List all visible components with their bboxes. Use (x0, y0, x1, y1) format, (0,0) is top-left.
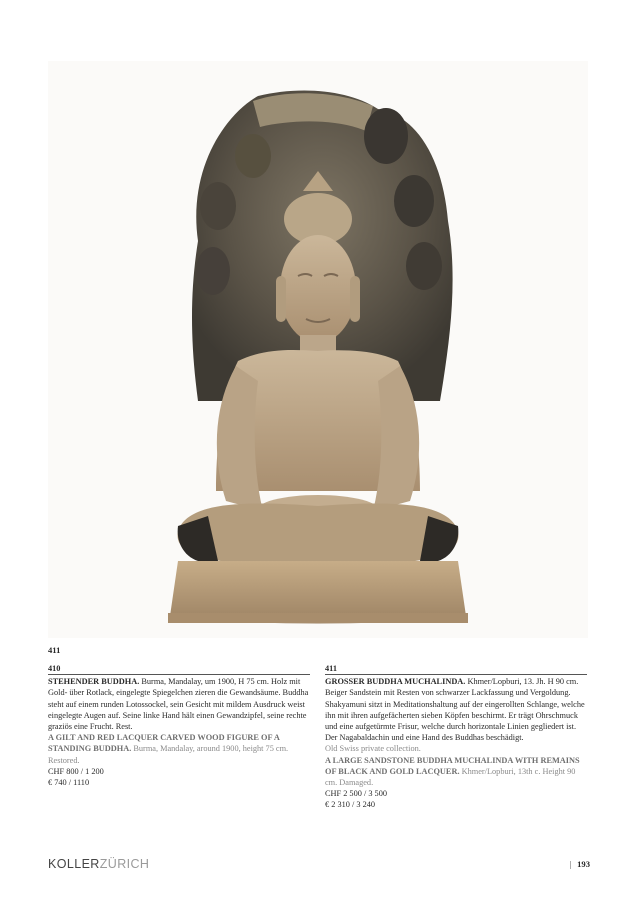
lot-text-en: Khmer/Lopburi, 13th c. Height 90 cm. Damaged. (325, 766, 576, 788)
lot-411 (325, 663, 587, 811)
lot-number: 411 (325, 663, 587, 675)
price-eur: € 740 / 1110 (48, 778, 90, 788)
lot-title-en: A LARGE SANDSTONE BUDDHA MUCHALINDA WITH REMAINS OF BLACK AND GOLD LACQUER. (325, 755, 580, 776)
lot-title-de: GROSSER BUDDHA MUCHALINDA. (325, 677, 466, 687)
lot-description-de (325, 676, 587, 743)
buddha-muchalinda-image (48, 61, 588, 638)
lot-photo (48, 61, 588, 638)
koller-zurich-logo (48, 857, 149, 871)
price-chf: CHF 2 500 / 3 500 (325, 789, 388, 799)
page-number (569, 859, 590, 869)
lot-text-de: Khmer/Lopburi, 13. Jh. H 90 cm. Beiger Sandstein mit Resten von schwarzer Lackfassung und Vergoldung. Shakyamuni sitzt in Meditationshaltung auf der eingerollten Schlange, welche ihn mit ihren aufgefächerten sieben Köpfen beschirmt. Er trägt Ohrschmuck und eine aufgetürmte Frisur, welche durch horizontale Linien gegliedert ist. Der Nagabaldachin und eine Hand des Buddhas beschädigt. (325, 677, 585, 743)
lot-title-de: STEHENDER BUDDHA. (48, 677, 140, 687)
lot-description-de (48, 676, 310, 732)
lot-410 (48, 663, 310, 788)
price-chf: CHF 800 / 1 200 (48, 766, 104, 776)
lot-provenance: Old Swiss private collection. (325, 744, 421, 754)
brand-name: KOLLER (48, 857, 100, 871)
lot-title-en: A GILT AND RED LACQUER CARVED WOOD FIGURE OF A STANDING BUDDHA. (48, 733, 280, 754)
lot-description-en (48, 732, 310, 766)
page-separator: | (569, 859, 572, 869)
lot-number: 410 (48, 663, 310, 675)
page-number-value: 193 (577, 859, 590, 869)
image-caption-number: 411 (48, 645, 61, 655)
lot-text-de: Burma, Mandalay, um 1900, H 75 cm. Holz mit Gold- über Rotlack, eingelegte Spiegelchen zieren die Gewandsäume. Buddha steht auf einem runden Lotossockel, sein Gesicht mit mildem Ausdruck weist eingelegte Augen auf. Seine linke Hand hält einen Gewandzipfel, seine rechte graziös eine Frucht. Rest. (48, 677, 309, 732)
lot-text-en: Burma, Mandalay, around 1900, height 75 cm. Restored. (48, 744, 289, 765)
brand-city: ZÜRICH (99, 857, 150, 871)
price-eur: € 2 310 / 3 240 (325, 800, 376, 810)
lot-description-en (325, 755, 587, 789)
